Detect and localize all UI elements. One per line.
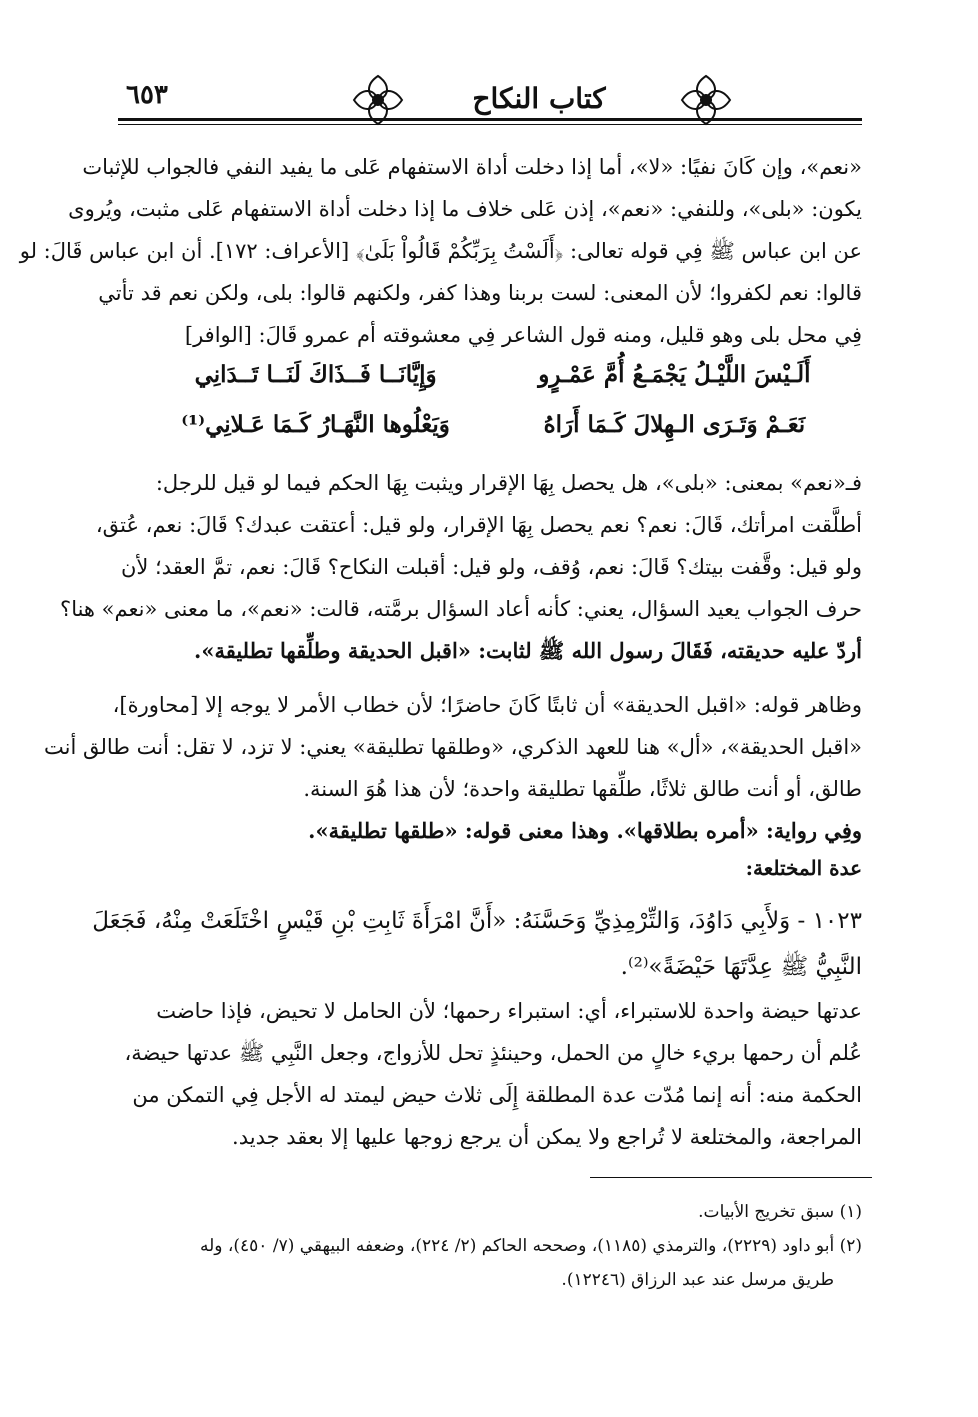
running-title: كتاب النكاح — [418, 82, 660, 115]
header-rule-thin — [118, 124, 862, 125]
text-line: الحكمة منه: أنه إنما مُدّت عدة المطلقة إِلَى ثلاث حيض ليمتد له الأجل فِي التمكن من — [132, 1083, 862, 1107]
paragraph-1 — [19, 146, 862, 356]
text-line: أطلَّقت امرأتك، قَالَ: نعم؟ نعم يحصل بِهَا الإقرار، ولو قيل: أعتقت عبدك؟ قَالَ: نعم، عُتق، — [95, 513, 862, 537]
section-heading: عدة المختلعة: — [745, 856, 862, 880]
text-line: عن ابن عباس ﷺ فِي قوله تعالى: ﴿أَلَسْتُ بِرَبِّكُمْ قَالُواْ بَلَىٰ﴾ [الأعراف: ١٧٢]. أن ابن عباس قَالَ: لو — [19, 239, 862, 263]
text-line: عُلم أن رحمها بريء خالٍ من الحمل، وحينئذٍ تحل للأزواج، وجعل النَّبِي ﷺ عدتها حيضة، — [124, 1041, 862, 1065]
text-line: فِي محل بلى وهو قليل، ومنه قول الشاعر فِي معشوقته أم عمرو قَالَ: [الوافر] — [184, 323, 862, 347]
hadith-text — [92, 898, 862, 990]
text-line: عدتها حيضة واحدة للاستبراء، أي: استبراء رحمها؛ لأن الحامل لا تحيض، فإذا حاضت — [156, 999, 862, 1023]
paragraph-5 — [118, 990, 862, 1158]
text-line: «نعم»، وإن كَانَ نفيًا: «لا»، أما إذا دخلت أداة الاستفهام عَلى ما يفيد النفي فالجواب للإثبات — [82, 155, 862, 179]
text-line: أردّ عليه حديقته، فَقَالَ رسول الله ﷺ لثابت: «اقبل الحديقة وطلِّقها تطليقة». — [194, 638, 862, 663]
footnote-1: (١) سبق تخريج الأبيات. — [698, 1202, 862, 1222]
poem-hemistich: وَإِيَّانَــا فَــذَاكَ لَنَــا تَــدَانِي — [194, 361, 437, 388]
text-line: يكون: «بلى»، وللنفي: «نعم»، إذن عَلى خلاف ما إذا دخلت أداة الاستفهام عَلى مثبت، ويُروى — [68, 197, 862, 221]
poem-hemistich: نَعَـمْ وَتَـرَى الـهِلالَ كَـمَا أَرَاهُ — [543, 411, 806, 438]
text-line: ولو قيل: وقَّفت بيتك؟ قَالَ: نعم، وُقف، ولو قيل: أقبلت النكاح؟ قَالَ: نعم، تمَّ العقد؛ لأن — [120, 555, 862, 579]
page-number: ٦٥٣ — [126, 80, 168, 110]
footnote-2: (٢) أبو داود (٢٢٢٩)، والترمذي (١١٨٥)، وصححه الحاكم (٢/ ٢٢٤)، وضعفه البيهقي (٧/ ٤٥٠)، وله — [199, 1236, 862, 1256]
text-line: فـ«نعم» بمعنى: «بلى»، هل يحصل بِهَا الإقرار ويثبت بِهَا الحكم فيما لو قيل للرجل: — [155, 471, 862, 495]
text-line: المراجعة، والمختلعة لا تُراجع ولا يمكن أن يرجع زوجها عليها إلا بعقد جديد. — [232, 1125, 862, 1149]
text-line: طالق، أو أنت طالق ثلاثًا، طلِّقها تطليقة واحدة؛ لأن هذا هُوَ السنة. — [303, 777, 862, 801]
text-line: وظاهر قوله: «اقبل الحديقة» أن ثابتًا كَانَ حاضرًا؛ لأن خطاب الأمر لا يوجه إلا [محاورة]، — [112, 693, 862, 717]
poem-verse — [150, 400, 840, 450]
text-line: ١٠٢٣ - وَلأَبِي دَاوُدَ، وَالتِّرْمِذِيِّ وَحَسَّنَهُ: «أَنَّ امْرَأَةَ ثَابِتِ بْنِ قَيْسٍ اخْتَلَعَتْ مِنْهُ، فَجَعَلَ — [92, 908, 862, 934]
ornament-icon — [678, 72, 734, 128]
paragraph-2 — [60, 462, 862, 672]
poem-hemistich: وَيَعْلُوها النَّهَـارُ كَـمَا عَـلانِي⁽¹⁾ — [181, 411, 450, 438]
text-line: حرف الجواب يعيد السؤال، يعني: كأنه أعاد السؤال برمَّته، قالت: «نعم»، ما معنى «نعم» هنا؟ — [60, 597, 862, 621]
poem-verse — [150, 350, 840, 400]
header-rule — [118, 118, 862, 121]
paragraph-4 — [118, 810, 862, 852]
footnote-divider — [590, 1177, 872, 1178]
text-line: «اقبل الحديقة»، «أل» هنا للعهد الذكري، «وطلقها تطليقة» يعني: لا تزد، لا تقل: أنت طالق أنت — [43, 735, 862, 759]
poem — [150, 350, 840, 450]
text-line: قالوا: نعم لكفروا؛ لأن المعنى: لست بربنا وهذا كفر، ولكنهم قالوا: بلى، ولكن نعم قد تأتي — [98, 281, 862, 305]
text-line: النَّبِيُّ ﷺ عِدَّتَهَا حَيْضَةً»⁽²⁾. — [620, 954, 862, 980]
paragraph-3 — [43, 684, 862, 810]
footnotes — [118, 1195, 862, 1297]
page-header — [118, 72, 862, 138]
text-line: وفِي رواية: «أمره بطلاقها». وهذا معنى قوله: «طلقها تطليقة». — [308, 818, 862, 843]
footnote-2-continued: طريق مرسل عند عبد الرزاق (١٢٢٤٦). — [561, 1270, 834, 1290]
poem-hemistich: أَلَـيْسَ اللَّيْـلُ يَجْمَـعُ أُمَّ عَمْـرٍو — [538, 361, 811, 388]
ornament-icon — [350, 72, 406, 128]
